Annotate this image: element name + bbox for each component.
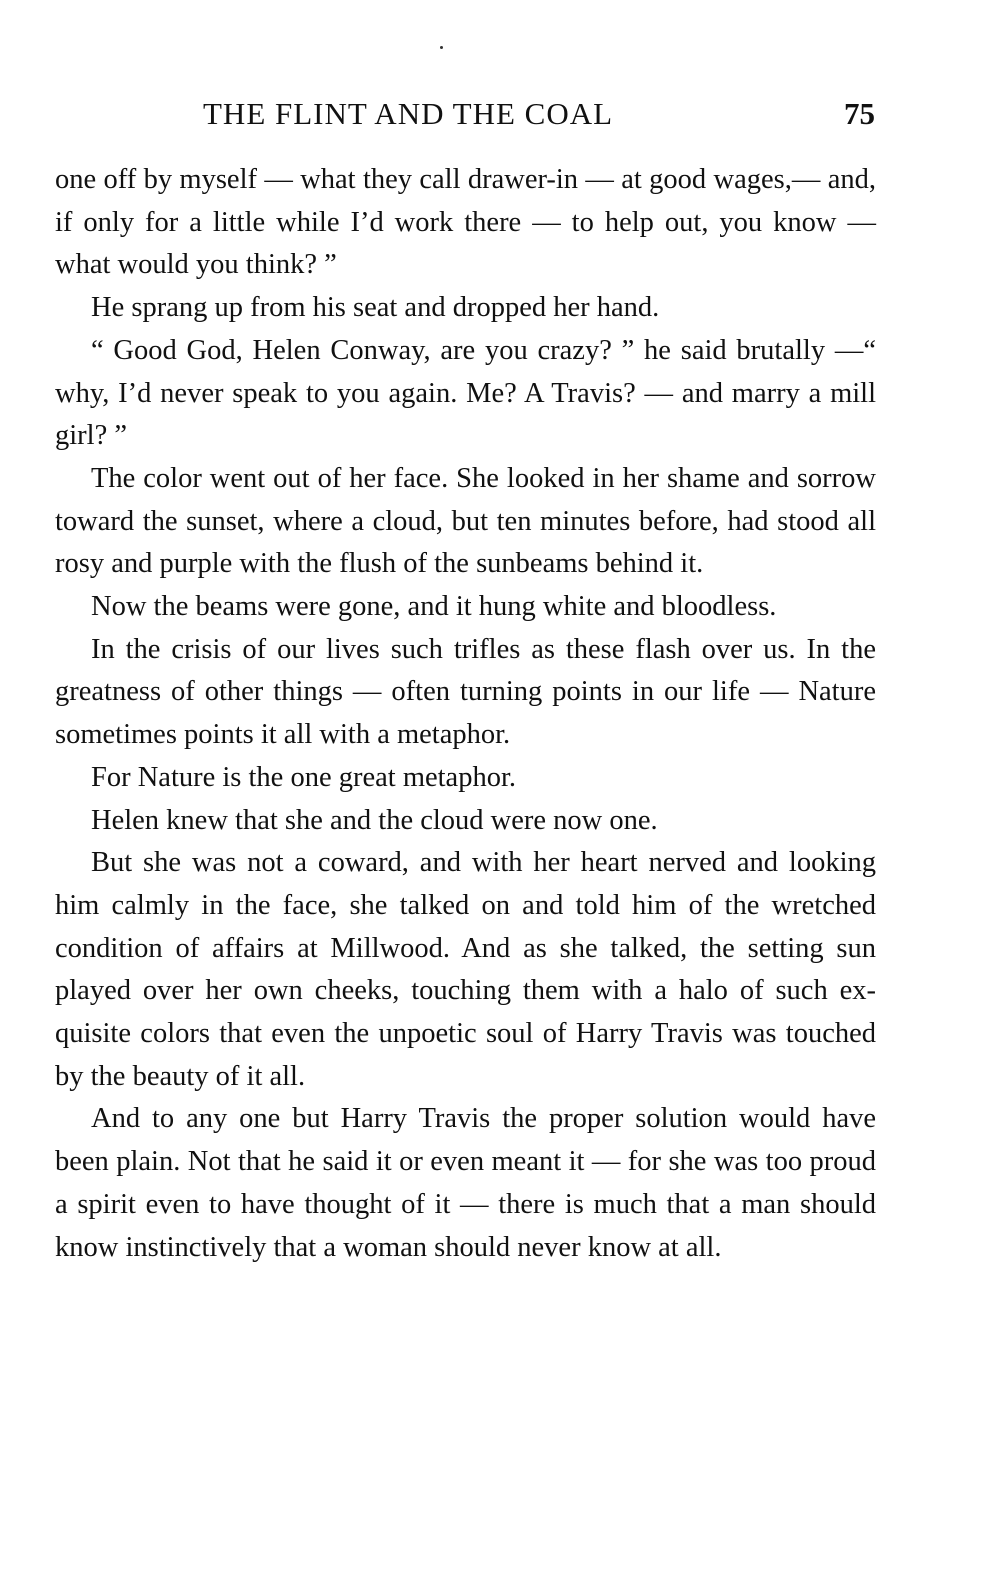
paragraph-9: But she was not a coward, and with her heart nerved and looking him calmly in the face, she talked on and told him of the wretched condition of affairs at Millwood. And as she talked, the setting sun played over her own cheeks, touching them with a halo of such exquisite colors that even the unpoetic soul of Harry Travis was touched by the beauty of it all. xyxy=(55,847,876,1092)
paragraph-6: In the crisis of our lives such trifles as these flash over us. In the greatness of other things — often turning points in our life — Nature sometimes points it all with a metaphor. xyxy=(55,633,876,751)
paragraph-7: For Nature is the one great metaphor. xyxy=(91,761,516,793)
print-speck xyxy=(440,46,443,49)
page-header xyxy=(55,96,875,136)
paragraph-8: Helen knew that she and the cloud were now one. xyxy=(91,804,658,836)
body-text xyxy=(55,159,876,1269)
paragraph-3: “ Good God, Helen Conway, are you crazy? ” he said brutally —“ why, I’d never speak to you again. Me? A Travis? — and marry a mill girl? ” xyxy=(55,334,876,452)
page-number: 75 xyxy=(844,96,875,131)
running-title: THE FLINT AND THE COAL xyxy=(203,96,614,131)
paragraph-5: Now the beams were gone, and it hung white and bloodless. xyxy=(91,591,777,623)
paragraph-4: The color went out of her face. She looked in her shame and sorrow toward the sunset, where a cloud, but ten minutes before, had stood all rosy and purple with the flush of the sunbeams behind it. xyxy=(55,462,876,580)
paragraph-10: And to any one but Harry Travis the proper solution would have been plain. Not that he said it or even meant it — for she was too proud a spirit even to have thought of it — there is much that a man should know instinctively that a woman should never know at all. xyxy=(55,1103,876,1263)
paragraph-1: one off by myself — what they call drawer-in — at good wages,— and, if only for a little while I’d work there — to help out, you know — what would you think? ” xyxy=(55,164,876,281)
paragraph-2: He sprang up from his seat and dropped her hand. xyxy=(91,292,660,324)
